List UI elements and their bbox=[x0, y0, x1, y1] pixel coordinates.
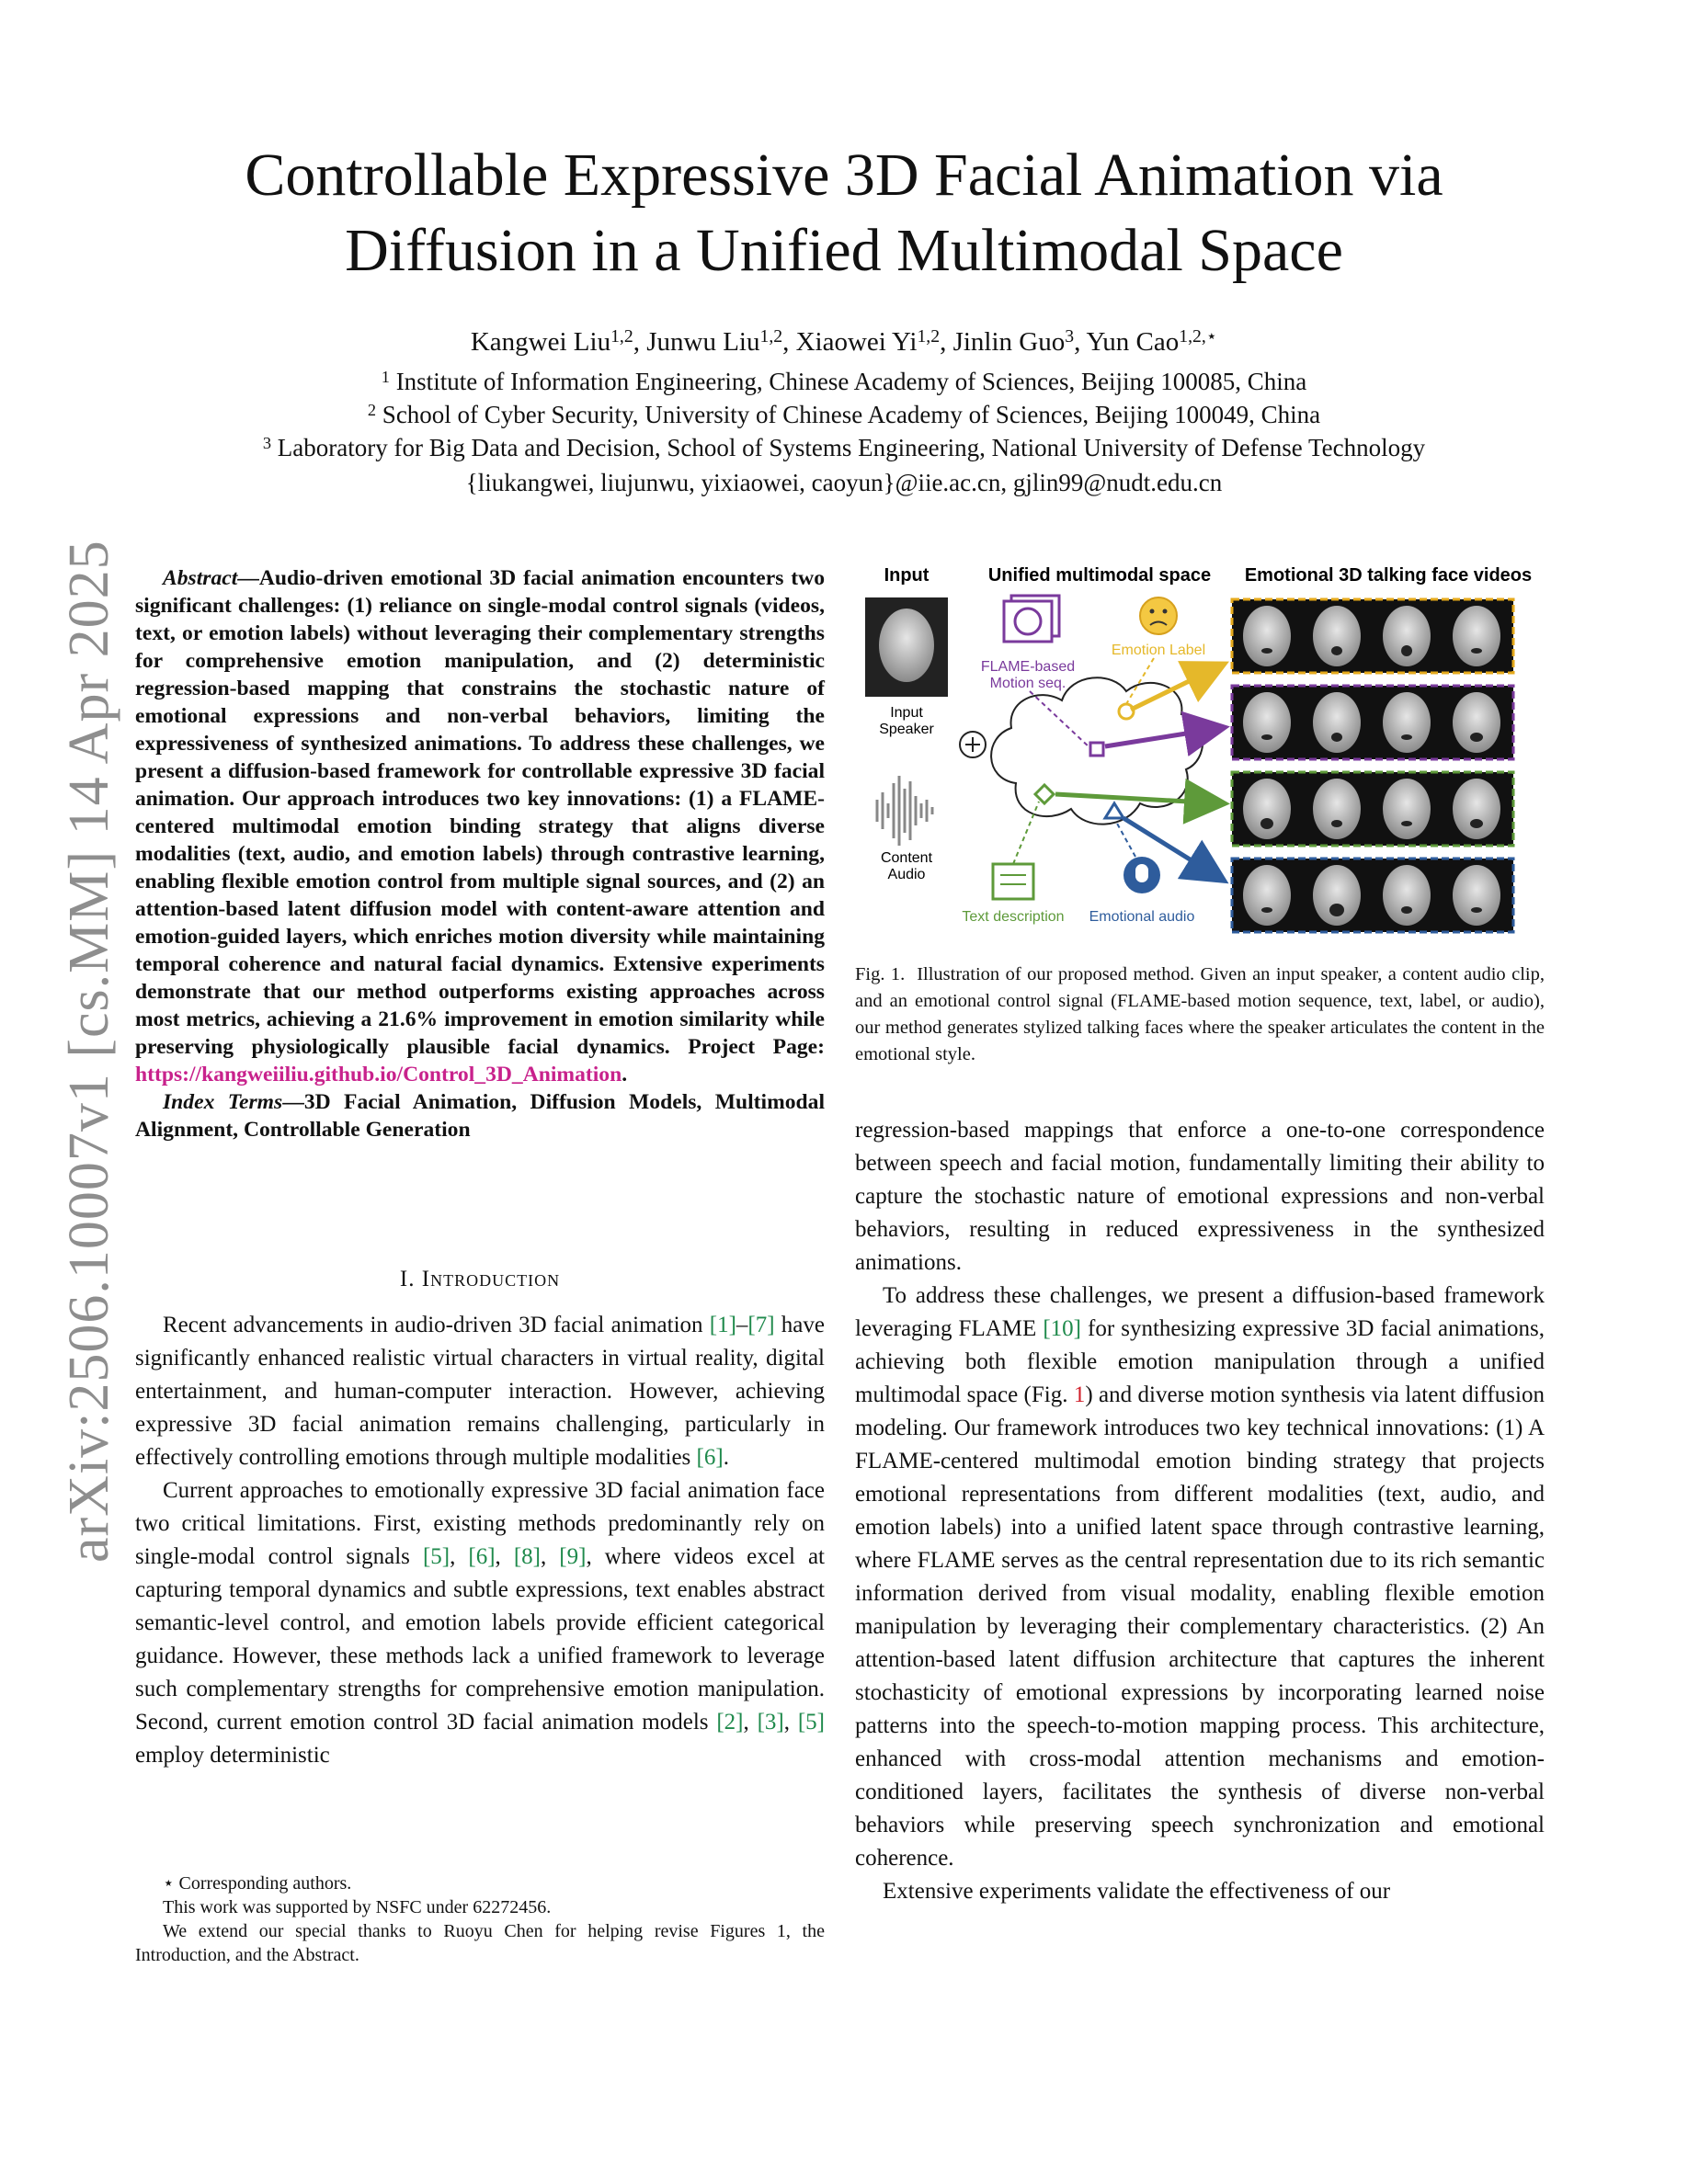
section-heading: I. Introduction bbox=[399, 1267, 561, 1291]
author-sup: 1,2 bbox=[610, 326, 633, 347]
fig-header-unified: Unified multimodal space bbox=[987, 565, 1212, 586]
intro-right-paragraph-2: Extensive experiments validate the effectiveness of our bbox=[883, 1879, 1391, 1904]
figure-1 bbox=[855, 563, 1545, 939]
abstract-label: Abstract bbox=[163, 566, 238, 590]
author-sup: 1,2 bbox=[917, 326, 941, 347]
waveform-icon bbox=[877, 776, 932, 846]
intro-right-paragraph-0: regression-based mappings that enforce a one-to-one correspondence between speech and facial motion, fundamentally limiting their ability to capture the stochastic nature of emotional expressions and non-verbal behaviors, resulting in reduced expressiveness in the synthesized animations. bbox=[855, 1118, 1545, 1275]
arxiv-sidebar: arXiv:2506.10007v1 [cs.MM] 14 Apr 2025 bbox=[58, 540, 120, 1563]
author-emails: {liukangwei, liujunwu, yixiaowei, caoyun}@iie.ac.cn, gjlin99@nudt.edu.cn bbox=[465, 469, 1223, 496]
index-terms-label: Index Terms bbox=[163, 1090, 283, 1114]
intro-right-column bbox=[855, 1114, 1545, 1908]
svg-text:Emotion Label: Emotion Label bbox=[1111, 643, 1206, 658]
emotion-label-icon bbox=[1140, 597, 1177, 634]
title-line-2: Diffusion in a Unified Multimodal Space bbox=[345, 217, 1343, 284]
output-face-grid bbox=[1232, 599, 1513, 932]
footnote-3: We extend our special thanks to Ruoyu Chen for helping revise Figures 1, the Introduction, and the Abstract. bbox=[135, 1921, 825, 1965]
affiliation-1: $^1$ Institute of Information Engineering, Chinese Academy of Sciences, Beijing 100085, China bbox=[381, 367, 1307, 395]
content-audio-label: Content bbox=[880, 850, 933, 866]
paper-title bbox=[0, 138, 1688, 289]
author: Yun Cao bbox=[1086, 327, 1180, 357]
author: Xiaowei Yi bbox=[795, 327, 918, 357]
project-page-link[interactable]: https://kangweiiliu.github.io/Control_3D_Animation bbox=[135, 1063, 622, 1086]
title-line-1: Controllable Expressive 3D Facial Animation via bbox=[245, 142, 1443, 209]
input-speaker-label: Input bbox=[890, 705, 923, 721]
intro-paragraph-2: Current approaches to emotionally expressive 3D facial animation face two critical limitations. First, existing methods predominantly rely on single-modal control signals [5], [6], [8], [9], where videos excel at capturing temporal dynamics and subtle expressions, text enables abstract semantic-level control, and emotion labels provide efficient categorical guidance. However, these methods lack a unified framework to leverage such complementary strengths for comprehensive emotion manipulation. Second, current emotion control 3D facial animation models [2], [3], [5] employ deterministic bbox=[135, 1478, 826, 1768]
input-face-shape bbox=[879, 609, 934, 682]
caption-text: Illustration of our proposed method. Given an input speaker, a content audio clip, and an emotional control signal (FLAME-based motion sequence, text, label, or audio), our method generates stylized talking faces where the speaker articulates the content in the emotional style. bbox=[855, 964, 1545, 1064]
svg-text:Motion seq.: Motion seq. bbox=[989, 676, 1066, 691]
author-sup: 3 bbox=[1065, 326, 1075, 347]
content-audio-label-2: Audio bbox=[887, 867, 926, 882]
index-terms-text: —3D Facial Animation, Diffusion Models, Multimodal Alignment, Controllable Generation bbox=[135, 1090, 826, 1142]
input-speaker-label-2: Speaker bbox=[879, 722, 934, 737]
fig-header-output: Emotional 3D talking face videos bbox=[1244, 565, 1533, 586]
footnotes bbox=[135, 1871, 825, 1967]
author-list: Kangwei Liu$^{1,2}$, Junwu Liu$^{1,2}$, Xiaowei Yi$^{1,2}$, Jinlin Guo$^3$, Yun Cao$^{1,2,⋆}$ bbox=[470, 326, 1218, 357]
affiliation-3: $^3$ Laboratory for Big Data and Decision, School of Systems Engineering, National University of Defense Technology bbox=[262, 433, 1426, 461]
affiliation-2: $^2$ School of Cyber Security, University of Chinese Academy of Sciences, Beijing 100049, China bbox=[367, 400, 1321, 428]
abstract-text: —Audio-driven emotional 3D facial animation encounters two significant challenges: (1) reliance on single-modal control signals (videos, text, or emotion labels) without leveraging their complementary strengths for comprehensive emotion manipulation, and (2) deterministic regression-based mapping that constrains the stochastic nature of emotional expressions and non-verbal behaviors, limiting the expressiveness of synthesized animations. To address these challenges, we present a diffusion-based framework for controllable expressive 3D facial animation. Our approach introduces two key innovations: (1) a FLAME-centered multimodal emotion binding strategy that aligns diverse modalities (text, audio, and emotion labels) through contrastive learning, enabling flexible emotion control from multiple signal sources, and (2) an attention-based latent diffusion model with content-aware attention and emotion-guided layers, which enriches motion diversity while maintaining temporal coherence and natural facial dynamics. Extensive experiments demonstrate that our method outperforms existing approaches across most metrics, achieving a 21.6% improvement in emotion similarity while preserving physiologically plausible facial dynamics. Project Page: bbox=[135, 566, 825, 1059]
intro-left-column bbox=[135, 1309, 825, 1772]
author: Jinlin Guo bbox=[952, 327, 1066, 357]
author: Junwu Liu bbox=[646, 327, 760, 357]
author: Kangwei Liu bbox=[470, 327, 611, 357]
abstract: Abstract—Audio-driven emotional 3D facial animation encounters two significant challenges: (1) reliance on single-modal control signals (videos, text, or emotion labels) without leveraging their complementary strengths for comprehensive emotion manipulation, and (2) deterministic regression-based mapping that constrains the stochastic nature of emotional expressions and non-verbal behaviors, limiting the expressiveness of synthesized animations. To address these challenges, we present a diffusion-based framework for controllable expressive 3D facial animation. Our approach introduces two key innovations: (1) a FLAME-centered multimodal emotion binding strategy that aligns diverse modalities (text, audio, and emotion labels) through contrastive learning, enabling flexible emotion control from multiple signal sources, and (2) an attention-based latent diffusion model with content-aware attention and emotion-guided layers, which enriches motion diversity while maintaining temporal coherence and natural facial dynamics. Extensive experiments demonstrate that our method outperforms existing approaches across most metrics, achieving a 21.6% improvement in emotion similarity while preserving physiologically plausible facial dynamics. Project Page: https://kangweiiliu.github.io/Control_3D_Animation. Index Terms—3D Facial Animation, Diffusion Models, Multimodal Alignment, Controllable Generation bbox=[135, 566, 826, 1142]
author-sup: 1,2 bbox=[759, 326, 783, 347]
fig-header-input: Input bbox=[884, 565, 930, 586]
svg-text:Text description: Text description bbox=[962, 909, 1065, 925]
author-sup: 1,2,⋆ bbox=[1179, 326, 1218, 347]
svg-text:Emotional audio: Emotional audio bbox=[1089, 909, 1195, 925]
intro-paragraph-1: Recent advancements in audio-driven 3D facial animation [1]–[7] have significantly enhanced realistic virtual characters in virtual reality, digital entertainment, and human-computer interaction. However, achieving expressive 3D facial animation remains challenging, particularly in effectively controlling emotions through multiple modalities [6]. bbox=[135, 1313, 825, 1470]
figure-1-caption bbox=[855, 961, 1545, 1068]
caption-label: Fig. 1. bbox=[855, 964, 906, 984]
footnote-2: This work was supported by NSFC under 62272456. bbox=[163, 1897, 552, 1917]
svg-text:FLAME-based: FLAME-based bbox=[980, 659, 1076, 675]
intro-right-paragraph-1: To address these challenges, we present a diffusion-based framework leveraging FLAME [10] for synthesizing expressive 3D facial animations, achieving both flexible emotion manipulation through a unified multimodal space (Fig. 1) and diverse motion synthesis via latent diffusion modeling. Our framework introduces two key technical innovations: (1) A FLAME-centered multimodal emotion binding strategy that projects emotional representations from different modalities (text, audio, and emotion labels) into a unified latent space through contrastive learning, where FLAME serves as the central representation due to its rich semantic information derived from visual modality, enabling flexible emotion manipulation by leveraging their complementary characteristics. (2) An attention-based latent diffusion architecture that captures the inherent stochasticity of emotional expressions by incorporating learned noise patterns into the speech-to-motion mapping process. This architecture, enhanced with cross-modal attention mechanisms and emotion-conditioned layers, facilitates the synthesis of diverse non-verbal behaviors while preserving speech synchronization and emotional coherence. bbox=[855, 1283, 1545, 1871]
text-description-icon bbox=[993, 864, 1033, 899]
figure-1-graphic bbox=[855, 563, 1545, 939]
footnote-1: ⋆ Corresponding authors. bbox=[163, 1873, 352, 1894]
